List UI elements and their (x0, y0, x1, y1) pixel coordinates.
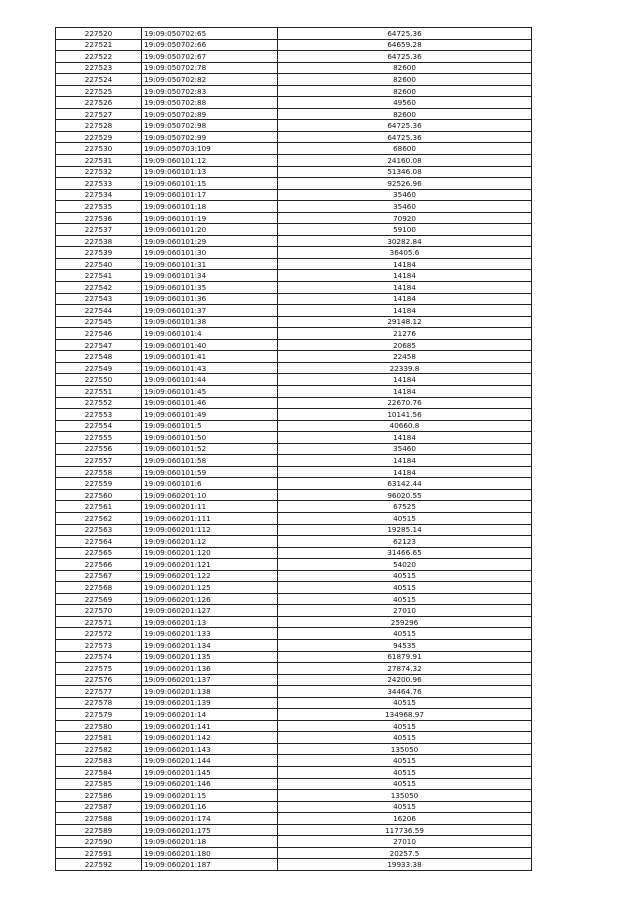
cadastral-code-cell: 19:09:060101:19 (142, 212, 278, 224)
value-cell: 22670.76 (278, 397, 532, 409)
table-row (56, 143, 532, 155)
cadastral-code-cell: 19:09:060201:180 (142, 847, 278, 859)
row-id-cell: 227553 (56, 409, 142, 421)
table-row (56, 374, 532, 386)
row-id-cell: 227536 (56, 212, 142, 224)
table-row (56, 120, 532, 132)
value-cell: 259296 (278, 616, 532, 628)
row-id-cell: 227524 (56, 74, 142, 86)
cadastral-code-cell: 19:09:060201:136 (142, 663, 278, 675)
value-cell: 135050 (278, 790, 532, 802)
value-cell: 59100 (278, 224, 532, 236)
row-id-cell: 227549 (56, 362, 142, 374)
row-id-cell: 227530 (56, 143, 142, 155)
value-cell: 64725.36 (278, 120, 532, 132)
value-cell: 40515 (278, 697, 532, 709)
cadastral-code-cell: 19:09:060201:120 (142, 547, 278, 559)
cadastral-code-cell: 19:09:060201:145 (142, 767, 278, 779)
cadastral-code-cell: 19:09:050703:109 (142, 143, 278, 155)
value-cell: 20257.5 (278, 847, 532, 859)
table-row (56, 466, 532, 478)
value-cell: 96020.55 (278, 489, 532, 501)
row-id-cell: 227578 (56, 697, 142, 709)
cadastral-code-cell: 19:09:060101:59 (142, 466, 278, 478)
value-cell: 70920 (278, 212, 532, 224)
row-id-cell: 227525 (56, 85, 142, 97)
row-id-cell: 227579 (56, 709, 142, 721)
value-cell: 40515 (278, 570, 532, 582)
cadastral-code-cell: 19:09:050702:83 (142, 85, 278, 97)
row-id-cell: 227577 (56, 686, 142, 698)
value-cell: 64659.28 (278, 39, 532, 51)
cadastral-code-cell: 19:09:060201:16 (142, 801, 278, 813)
cadastral-code-cell: 19:09:060101:44 (142, 374, 278, 386)
cadastral-code-cell: 19:09:060101:12 (142, 155, 278, 167)
table-row (56, 62, 532, 74)
row-id-cell: 227592 (56, 859, 142, 871)
row-id-cell: 227583 (56, 755, 142, 767)
table-row (56, 305, 532, 317)
row-id-cell: 227572 (56, 628, 142, 640)
table-row (56, 282, 532, 294)
cadastral-code-cell: 19:09:060101:35 (142, 282, 278, 294)
row-id-cell: 227541 (56, 270, 142, 282)
table-row (56, 316, 532, 328)
row-id-cell: 227542 (56, 282, 142, 294)
row-id-cell: 227527 (56, 108, 142, 120)
table-row (56, 720, 532, 732)
cadastral-code-cell: 19:09:060201:122 (142, 570, 278, 582)
row-id-cell: 227562 (56, 512, 142, 524)
value-cell: 20685 (278, 339, 532, 351)
row-id-cell: 227523 (56, 62, 142, 74)
row-id-cell: 227559 (56, 478, 142, 490)
row-id-cell: 227551 (56, 385, 142, 397)
cadastral-code-cell: 19:09:060101:29 (142, 235, 278, 247)
cadastral-code-cell: 19:09:060101:6 (142, 478, 278, 490)
cadastral-code-cell: 19:09:050702:78 (142, 62, 278, 74)
value-cell: 92526.96 (278, 178, 532, 190)
table-row (56, 616, 532, 628)
value-cell: 40515 (278, 801, 532, 813)
cadastral-code-cell: 19:09:060201:11 (142, 501, 278, 513)
cadastral-code-cell: 19:09:060201:111 (142, 512, 278, 524)
value-cell: 82600 (278, 85, 532, 97)
cadastral-code-cell: 19:09:060101:40 (142, 339, 278, 351)
value-cell: 22339.8 (278, 362, 532, 374)
row-id-cell: 227555 (56, 432, 142, 444)
value-cell: 24160.08 (278, 155, 532, 167)
table-row (56, 432, 532, 444)
cadastral-code-cell: 19:09:060201:18 (142, 836, 278, 848)
cadastral-code-cell: 19:09:050702:88 (142, 97, 278, 109)
row-id-cell: 227565 (56, 547, 142, 559)
value-cell: 24200.96 (278, 674, 532, 686)
table-row (56, 339, 532, 351)
table-row (56, 443, 532, 455)
table-row (56, 743, 532, 755)
row-id-cell: 227566 (56, 559, 142, 571)
table-row (56, 824, 532, 836)
cadastral-code-cell: 19:09:060201:126 (142, 593, 278, 605)
table-row (56, 732, 532, 744)
row-id-cell: 227588 (56, 813, 142, 825)
cadastral-code-cell: 19:09:060201:175 (142, 824, 278, 836)
value-cell: 29148.12 (278, 316, 532, 328)
table-row (56, 709, 532, 721)
cadastral-code-cell: 19:09:060201:135 (142, 651, 278, 663)
cadastral-code-cell: 19:09:060201:13 (142, 616, 278, 628)
value-cell: 14184 (278, 466, 532, 478)
row-id-cell: 227544 (56, 305, 142, 317)
value-cell: 49560 (278, 97, 532, 109)
table-row (56, 836, 532, 848)
table-row (56, 212, 532, 224)
table-row (56, 247, 532, 259)
value-cell: 62123 (278, 536, 532, 548)
value-cell: 64725.36 (278, 51, 532, 63)
cadastral-code-cell: 19:09:060201:144 (142, 755, 278, 767)
value-cell: 35460 (278, 201, 532, 213)
row-id-cell: 227591 (56, 847, 142, 859)
row-id-cell: 227548 (56, 351, 142, 363)
cadastral-code-cell: 19:09:060201:187 (142, 859, 278, 871)
value-cell: 68600 (278, 143, 532, 155)
cadastral-code-cell: 19:09:060101:30 (142, 247, 278, 259)
table-row (56, 536, 532, 548)
cadastral-code-cell: 19:09:060101:34 (142, 270, 278, 282)
cadastral-code-cell: 19:09:060201:121 (142, 559, 278, 571)
table-row (56, 39, 532, 51)
table-row (56, 686, 532, 698)
cadastral-code-cell: 19:09:060101:58 (142, 455, 278, 467)
cadastral-code-cell: 19:09:060201:138 (142, 686, 278, 698)
row-id-cell: 227582 (56, 743, 142, 755)
table-row (56, 28, 532, 40)
table-row (56, 639, 532, 651)
value-cell: 64725.36 (278, 28, 532, 40)
row-id-cell: 227546 (56, 328, 142, 340)
table-row (56, 385, 532, 397)
value-cell: 27010 (278, 605, 532, 617)
row-id-cell: 227540 (56, 258, 142, 270)
cadastral-code-cell: 19:09:060101:13 (142, 166, 278, 178)
table-row (56, 547, 532, 559)
cadastral-code-cell: 19:09:060101:52 (142, 443, 278, 455)
table-row (56, 767, 532, 779)
cadastral-code-cell: 19:09:050702:98 (142, 120, 278, 132)
cadastral-code-cell: 19:09:060201:141 (142, 720, 278, 732)
row-id-cell: 227550 (56, 374, 142, 386)
row-id-cell: 227533 (56, 178, 142, 190)
cadastral-code-cell: 19:09:060101:38 (142, 316, 278, 328)
row-id-cell: 227570 (56, 605, 142, 617)
row-id-cell: 227522 (56, 51, 142, 63)
cadastral-code-cell: 19:09:050702:82 (142, 74, 278, 86)
value-cell: 34464.76 (278, 686, 532, 698)
cadastral-code-cell: 19:09:060101:49 (142, 409, 278, 421)
cadastral-code-cell: 19:09:050702:66 (142, 39, 278, 51)
row-id-cell: 227568 (56, 582, 142, 594)
row-id-cell: 227573 (56, 639, 142, 651)
table-row (56, 559, 532, 571)
table-row (56, 258, 532, 270)
value-cell: 54020 (278, 559, 532, 571)
row-id-cell: 227590 (56, 836, 142, 848)
value-cell: 35460 (278, 443, 532, 455)
value-cell: 36405.6 (278, 247, 532, 259)
table-row (56, 293, 532, 305)
value-cell: 14184 (278, 385, 532, 397)
table-row (56, 582, 532, 594)
value-cell: 40515 (278, 628, 532, 640)
value-cell: 64725.36 (278, 131, 532, 143)
value-cell: 51346.08 (278, 166, 532, 178)
row-id-cell: 227564 (56, 536, 142, 548)
row-id-cell: 227576 (56, 674, 142, 686)
row-id-cell: 227557 (56, 455, 142, 467)
row-id-cell: 227580 (56, 720, 142, 732)
cadastral-code-cell: 19:09:060201:133 (142, 628, 278, 640)
value-cell: 40515 (278, 732, 532, 744)
value-cell: 14184 (278, 282, 532, 294)
table-row (56, 697, 532, 709)
table-row (56, 328, 532, 340)
row-id-cell: 227547 (56, 339, 142, 351)
table-row (56, 801, 532, 813)
cadastral-code-cell: 19:09:060201:15 (142, 790, 278, 802)
cadastral-code-cell: 19:09:060201:127 (142, 605, 278, 617)
value-cell: 14184 (278, 455, 532, 467)
table-row (56, 51, 532, 63)
table-row (56, 178, 532, 190)
value-cell: 16206 (278, 813, 532, 825)
value-cell: 14184 (278, 305, 532, 317)
cadastral-code-cell: 19:09:060101:36 (142, 293, 278, 305)
value-cell: 19933.38 (278, 859, 532, 871)
value-cell: 14184 (278, 432, 532, 444)
value-cell: 40515 (278, 593, 532, 605)
row-id-cell: 227531 (56, 155, 142, 167)
value-cell: 10141.56 (278, 409, 532, 421)
value-cell: 22458 (278, 351, 532, 363)
table-row (56, 409, 532, 421)
value-cell: 82600 (278, 108, 532, 120)
value-cell: 21276 (278, 328, 532, 340)
row-id-cell: 227558 (56, 466, 142, 478)
table-row (56, 813, 532, 825)
table-row (56, 489, 532, 501)
value-cell: 117736.59 (278, 824, 532, 836)
row-id-cell: 227556 (56, 443, 142, 455)
cadastral-code-cell: 19:09:060101:45 (142, 385, 278, 397)
cadastral-code-cell: 19:09:050702:89 (142, 108, 278, 120)
table-row (56, 524, 532, 536)
table-row (56, 397, 532, 409)
value-cell: 19285.14 (278, 524, 532, 536)
row-id-cell: 227569 (56, 593, 142, 605)
row-id-cell: 227587 (56, 801, 142, 813)
row-id-cell: 227561 (56, 501, 142, 513)
value-cell: 31466.65 (278, 547, 532, 559)
table-row (56, 362, 532, 374)
row-id-cell: 227528 (56, 120, 142, 132)
value-cell: 14184 (278, 258, 532, 270)
cadastral-code-cell: 19:09:060101:43 (142, 362, 278, 374)
row-id-cell: 227563 (56, 524, 142, 536)
table-row (56, 270, 532, 282)
value-cell: 40515 (278, 582, 532, 594)
cadastral-code-cell: 19:09:060101:5 (142, 420, 278, 432)
table-row (56, 85, 532, 97)
value-cell: 135050 (278, 743, 532, 755)
cadastral-code-cell: 19:09:060201:137 (142, 674, 278, 686)
cadastral-code-cell: 19:09:060201:142 (142, 732, 278, 744)
cadastral-code-cell: 19:09:060201:143 (142, 743, 278, 755)
cadastral-code-cell: 19:09:060101:37 (142, 305, 278, 317)
row-id-cell: 227554 (56, 420, 142, 432)
table-row (56, 512, 532, 524)
cadastral-code-cell: 19:09:060201:139 (142, 697, 278, 709)
row-id-cell: 227539 (56, 247, 142, 259)
value-cell: 67525 (278, 501, 532, 513)
table-row (56, 628, 532, 640)
value-cell: 94535 (278, 639, 532, 651)
table-row (56, 663, 532, 675)
row-id-cell: 227538 (56, 235, 142, 247)
table-row (56, 859, 532, 871)
value-cell: 30282.84 (278, 235, 532, 247)
table-row (56, 501, 532, 513)
row-id-cell: 227545 (56, 316, 142, 328)
cadastral-code-cell: 19:09:050702:65 (142, 28, 278, 40)
table-row (56, 131, 532, 143)
value-cell: 63142.44 (278, 478, 532, 490)
cadastral-code-cell: 19:09:060201:14 (142, 709, 278, 721)
row-id-cell: 227567 (56, 570, 142, 582)
value-cell: 40515 (278, 767, 532, 779)
table-row (56, 570, 532, 582)
value-cell: 40515 (278, 512, 532, 524)
table-row (56, 420, 532, 432)
row-id-cell: 227535 (56, 201, 142, 213)
table-row (56, 593, 532, 605)
value-cell: 35460 (278, 189, 532, 201)
value-cell: 134968.97 (278, 709, 532, 721)
row-id-cell: 227571 (56, 616, 142, 628)
cadastral-code-cell: 19:09:060101:18 (142, 201, 278, 213)
cadastral-code-cell: 19:09:060101:31 (142, 258, 278, 270)
table-row (56, 351, 532, 363)
cadastral-code-cell: 19:09:060101:4 (142, 328, 278, 340)
table-body (56, 28, 532, 871)
value-cell: 27010 (278, 836, 532, 848)
table-row (56, 478, 532, 490)
cadastral-code-cell: 19:09:060201:12 (142, 536, 278, 548)
table-row (56, 108, 532, 120)
row-id-cell: 227560 (56, 489, 142, 501)
table-row (56, 755, 532, 767)
value-cell: 40660.8 (278, 420, 532, 432)
table-row (56, 847, 532, 859)
row-id-cell: 227532 (56, 166, 142, 178)
row-id-cell: 227589 (56, 824, 142, 836)
row-id-cell: 227537 (56, 224, 142, 236)
value-cell: 61879.91 (278, 651, 532, 663)
table-row (56, 674, 532, 686)
cadastral-code-cell: 19:09:060101:41 (142, 351, 278, 363)
value-cell: 14184 (278, 270, 532, 282)
table-row (56, 605, 532, 617)
cadastral-code-cell: 19:09:060201:146 (142, 778, 278, 790)
row-id-cell: 227575 (56, 663, 142, 675)
table-row (56, 790, 532, 802)
cadastral-code-cell: 19:09:060101:17 (142, 189, 278, 201)
row-id-cell: 227543 (56, 293, 142, 305)
cadastral-code-cell: 19:09:060201:134 (142, 639, 278, 651)
value-cell: 40515 (278, 720, 532, 732)
row-id-cell: 227526 (56, 97, 142, 109)
table-row (56, 224, 532, 236)
row-id-cell: 227552 (56, 397, 142, 409)
value-cell: 14184 (278, 374, 532, 386)
row-id-cell: 227534 (56, 189, 142, 201)
table-row (56, 235, 532, 247)
row-id-cell: 227529 (56, 131, 142, 143)
cadastral-code-cell: 19:09:060101:46 (142, 397, 278, 409)
row-id-cell: 227581 (56, 732, 142, 744)
cadastral-code-cell: 19:09:060201:125 (142, 582, 278, 594)
cadastral-code-cell: 19:09:050702:67 (142, 51, 278, 63)
cadastral-code-cell: 19:09:060201:174 (142, 813, 278, 825)
table-row (56, 74, 532, 86)
table-row (56, 166, 532, 178)
value-cell: 14184 (278, 293, 532, 305)
cadastral-code-cell: 19:09:060101:50 (142, 432, 278, 444)
row-id-cell: 227521 (56, 39, 142, 51)
table-row (56, 651, 532, 663)
row-id-cell: 227574 (56, 651, 142, 663)
row-id-cell: 227585 (56, 778, 142, 790)
cadastral-code-cell: 19:09:050702:99 (142, 131, 278, 143)
cadastral-code-cell: 19:09:060201:10 (142, 489, 278, 501)
value-cell: 27874.32 (278, 663, 532, 675)
table-row (56, 189, 532, 201)
table-row (56, 97, 532, 109)
cadastral-code-cell: 19:09:060101:15 (142, 178, 278, 190)
table-row (56, 201, 532, 213)
row-id-cell: 227520 (56, 28, 142, 40)
cadastral-code-cell: 19:09:060101:20 (142, 224, 278, 236)
value-cell: 82600 (278, 74, 532, 86)
row-id-cell: 227584 (56, 767, 142, 779)
table-row (56, 455, 532, 467)
value-cell: 82600 (278, 62, 532, 74)
cadastral-code-cell: 19:09:060201:112 (142, 524, 278, 536)
table-row (56, 778, 532, 790)
value-cell: 40515 (278, 755, 532, 767)
value-cell: 40515 (278, 778, 532, 790)
table-row (56, 155, 532, 167)
row-id-cell: 227586 (56, 790, 142, 802)
data-table (55, 27, 532, 871)
